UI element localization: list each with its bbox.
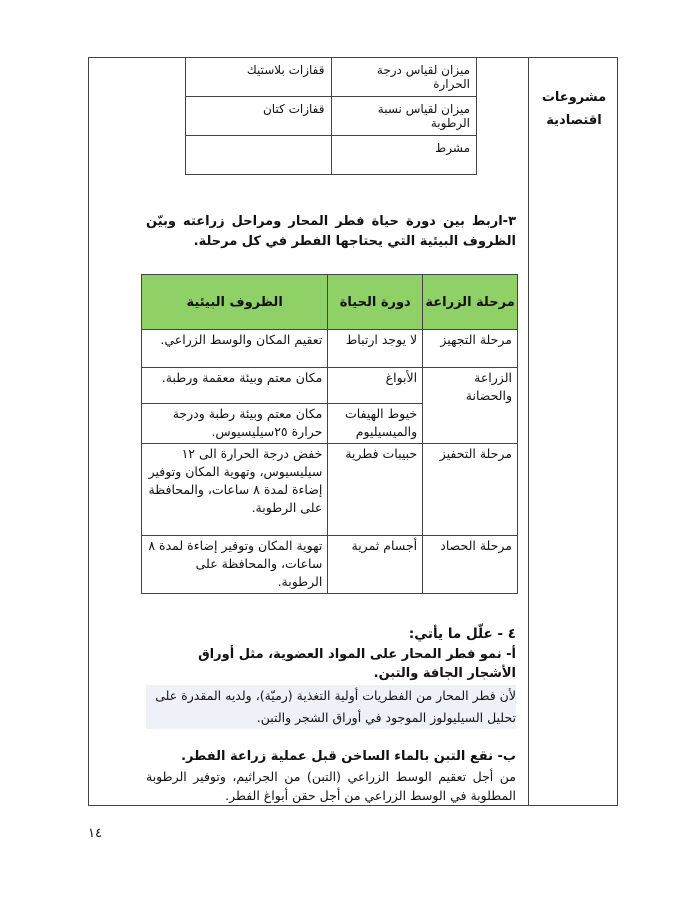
table-row — [142, 368, 518, 404]
life-cell: خيوط الهيفات والميسيليوم — [328, 404, 423, 444]
table-row — [186, 97, 477, 136]
stage-cell: الزراعة والحضانة — [423, 368, 518, 444]
life-cell: حبيبات فطرية — [328, 444, 423, 536]
answer-4a-line1: لأن فطر المحار من الفطريات أولية التغذية (رميّة)، ولديه المقدرة على — [155, 688, 516, 703]
life-cell: الأبواغ — [328, 368, 423, 404]
conditions-cell: تعقيم المكان والوسط الزراعي. — [142, 330, 328, 368]
answer-4a — [146, 685, 516, 729]
header-conditions: الظروف البيئية — [142, 275, 328, 330]
answer-4a-line2: تحليل السيليولوز الموجود في أوراق الشجر والتبن. — [146, 707, 516, 729]
tools-table — [185, 57, 477, 175]
question-4-title: ٤ - علّل ما يأتي: — [408, 626, 516, 642]
tools-cell: قفازات كتان — [186, 97, 332, 136]
tools-cell: ميزان لقياس نسبة الرطوبة — [331, 97, 477, 136]
answer-4b: من أجل تعقيم الوسط الزراعي (التبن) من الجراثيم، وتوفير الرطوبة المطلوبة في الوسط الزراعي من أجل حقن أبواغ الفطر. — [146, 769, 516, 803]
conditions-cell: مكان معتم وبيئة معقمة ورطبة. — [142, 368, 328, 404]
conditions-cell: خفض درجة الحرارة الى ١٢ سيليسيوس، وتهوية المكان وتوفير إضاءة لمدة ٨ ساعات، والمحافظة على الرطوبة. — [142, 444, 328, 536]
table-row — [186, 136, 477, 175]
question-4a: أ- نمو فطر المحار على المواد العضوية، مثل أوراق الأشجار الجافة والتبن. — [198, 647, 516, 681]
question-3: ٣-اربط بين دورة حياة فطر المحار ومراحل زراعته وبيّن الظروف البيئية التي يحتاجها الفطر في كل مرحلة. — [146, 214, 516, 249]
stage-cell: مرحلة الحصاد — [423, 536, 518, 594]
stages-table — [141, 274, 518, 594]
stage-cell: مرحلة التحفيز — [423, 444, 518, 536]
table-row — [142, 444, 518, 536]
question-4b: ب- نقع التبن بالماء الساخن قبل عملية زراعة الفطر. — [181, 749, 516, 764]
stage-cell: مرحلة التجهيز — [423, 330, 518, 368]
tools-cell — [186, 136, 332, 175]
table-header-row — [142, 275, 518, 330]
table-row — [142, 536, 518, 594]
life-cell: لا يوجد ارتباط — [328, 330, 423, 368]
tools-cell: قفازات بلاستيك — [186, 58, 332, 97]
page-number: ١٤ — [88, 826, 102, 841]
side-label: مشروعات اقتصادية — [541, 90, 607, 128]
header-life-cycle: دورة الحياة — [328, 275, 423, 330]
conditions-cell: تهوية المكان وتوفير إضاءة لمدة ٨ ساعات، والمحافظة على الرطوبة. — [142, 536, 328, 594]
tools-cell: ميزان لقياس درجة الحرارة — [331, 58, 477, 97]
side-column — [528, 57, 618, 806]
life-cell: أجسام ثمرية — [328, 536, 423, 594]
tools-cell: مشرط — [331, 136, 477, 175]
table-row — [142, 330, 518, 368]
table-row — [186, 58, 477, 97]
header-stage: مرحلة الزراعة — [423, 275, 518, 330]
conditions-cell: مكان معتم وبيئة رطبة ودرجة حرارة ٢٥سيليسيوس. — [142, 404, 328, 444]
